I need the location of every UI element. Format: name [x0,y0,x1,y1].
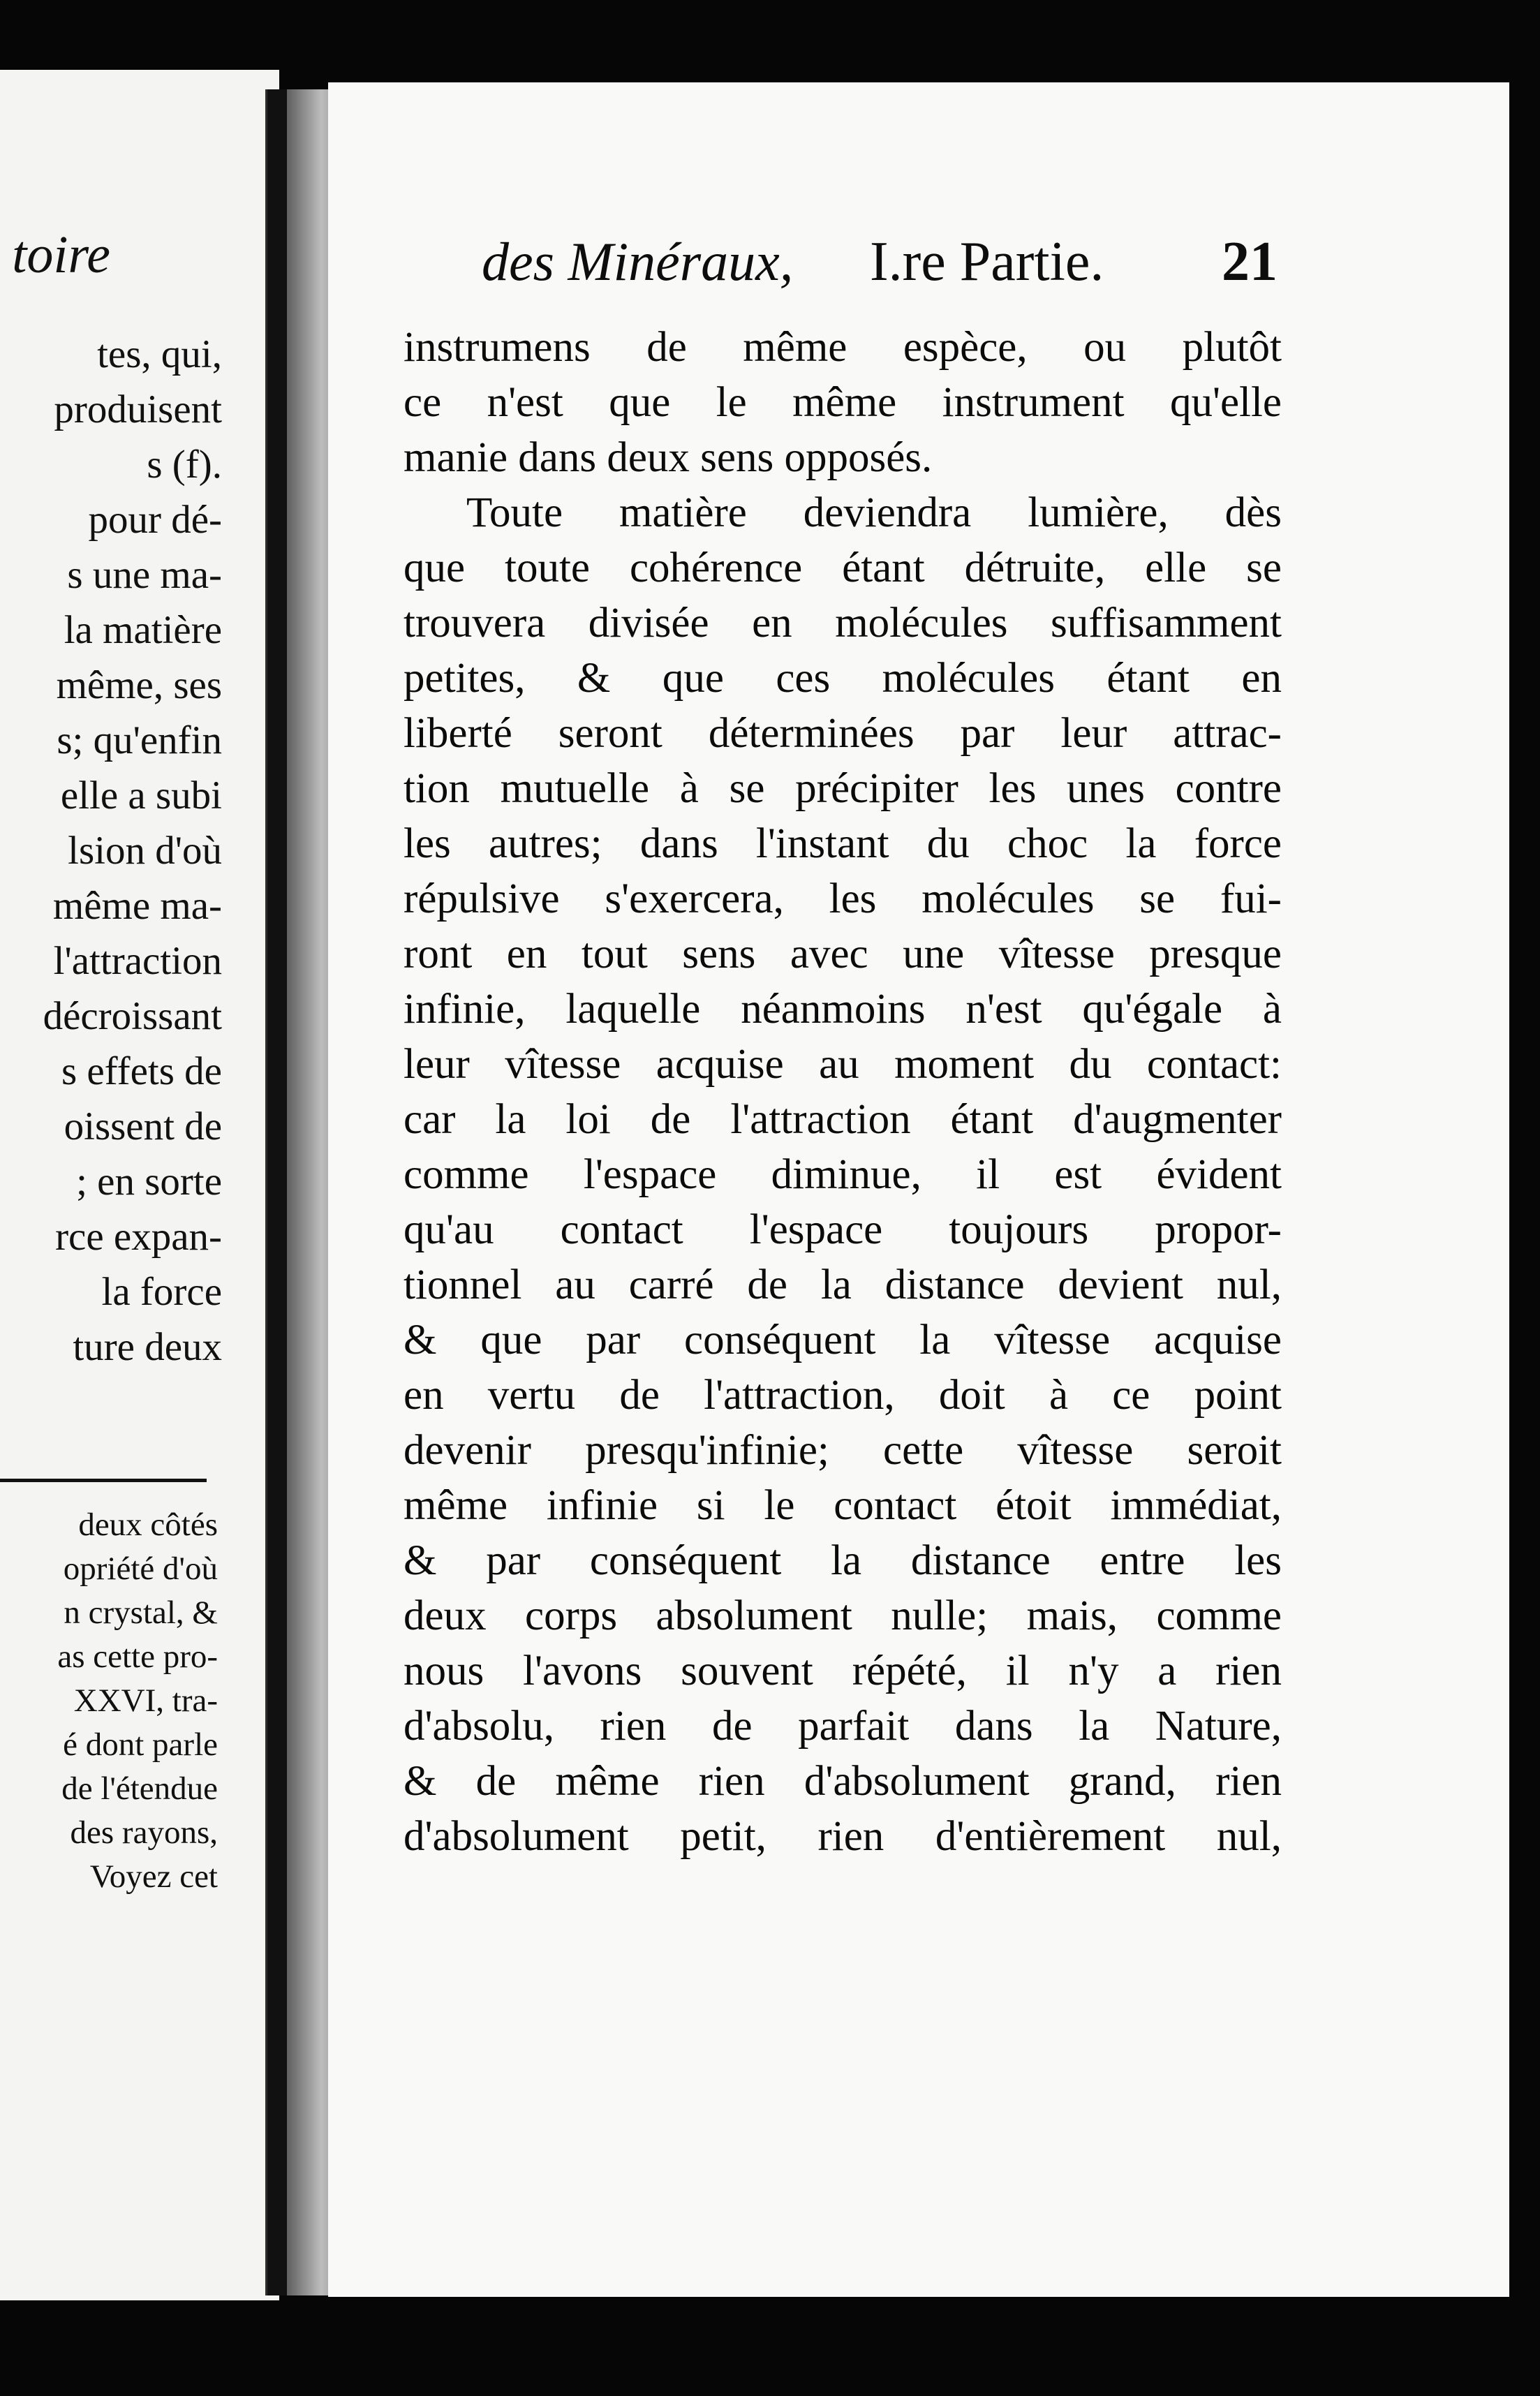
footnote-line: XXVI, tra- [73,1683,218,1719]
text-line: devenir presqu'infinie; cette vîtesse seroit [403,1427,1282,1474]
text-line: liberté seront déterminées par leur attrac- [403,710,1282,757]
footnote-line: deux côtés [78,1507,218,1543]
text-line: s; qu'enfin [57,718,222,762]
left-page [0,70,279,2300]
text-line: qu'au contact l'espace toujours propor- [403,1206,1282,1253]
text-line: ront en tout sens avec une vîtesse presque [403,931,1282,977]
text-line: nous l'avons souvent répété, il n'y a rien [403,1648,1282,1694]
text-line: décroissant [43,994,222,1038]
left-text-column [0,327,222,1375]
footnote-line: é dont parle [63,1726,218,1763]
footnote-line: as cette pro- [57,1639,218,1675]
text-line: infinie, laquelle néanmoins n'est qu'égale à [403,986,1282,1033]
text-line: même ma- [52,884,222,928]
text-line: que toute cohérence étant détruite, elle se [403,545,1282,591]
footnote-line: n crystal, & [64,1595,218,1631]
text-line: d'absolument petit, rien d'entièrement nul, [403,1813,1282,1860]
footnote-rule [0,1479,207,1482]
page-number: 21 [1222,231,1278,293]
text-line: même, ses [56,663,222,707]
text-line: en vertu de l'attraction, doit à ce point [403,1372,1282,1419]
text-line: & de même rien d'absolument grand, rien [403,1758,1282,1805]
text-line: trouvera divisée en molécules suffisamment [403,600,1282,646]
text-line: ce n'est que le même instrument qu'elle [403,379,1282,426]
running-head-title: des Minéraux, [482,231,794,292]
text-line: produisent [54,387,222,431]
text-line: les autres; dans l'instant du choc la force [403,820,1282,867]
text-line: pour dé- [88,498,222,542]
running-head [482,230,1278,300]
footnote-line: des rayons, [70,1814,218,1851]
text-line: leur vîtesse acquise au moment du contact: [403,1041,1282,1088]
text-line: l'attraction [53,939,222,983]
text-line: rce expan- [55,1215,222,1259]
gutter-shadow [267,89,287,2295]
text-line: deux corps absolument nulle; mais, comme [403,1592,1282,1639]
text-line: s effets de [61,1049,222,1093]
text-line: & que par conséquent la vîtesse acquise [403,1317,1282,1363]
footnote-line: opriété d'où [63,1551,218,1587]
text-line: Toute matière deviendra lumière, dès [466,489,1282,536]
text-line: s une ma- [67,553,222,597]
text-line: tionnel au carré de la distance devient nul, [403,1262,1282,1308]
text-line: répulsive s'exercera, les molécules se fui- [403,875,1282,922]
text-line: manie dans deux sens opposés. [403,434,933,481]
text-line: tes, qui, [97,332,222,376]
text-line: même infinie si le contact étoit immédiat, [403,1482,1282,1529]
text-line: elle a subi [60,774,222,818]
text-line: la matière [64,608,222,652]
text-line: & par conséquent la distance entre les [403,1537,1282,1584]
text-line: ture deux [73,1325,222,1369]
text-line: car la loi de l'attraction étant d'augmenter [403,1096,1282,1143]
text-line: d'absolu, rien de parfait dans la Nature, [403,1703,1282,1750]
running-head-part: I.re Partie. [870,231,1104,293]
text-line: oissent de [64,1104,222,1148]
footnote-line: de l'étendue [61,1770,218,1807]
text-line: instrumens de même espèce, ou plutôt [403,324,1282,371]
right-text-column [403,320,1282,1864]
footnote-line: Voyez cet [89,1858,218,1895]
left-running-head: toire [12,225,110,284]
text-line: ; en sorte [76,1160,222,1204]
text-line: la force [101,1270,222,1314]
text-line: comme l'espace diminue, il est évident [403,1151,1282,1198]
text-line: s (f). [147,443,222,487]
text-line: lsion d'où [68,829,222,873]
text-line: tion mutuelle à se précipiter les unes contre [403,765,1282,812]
text-line: petites, & que ces molécules étant en [403,655,1282,702]
left-footnotes [0,1503,218,1899]
